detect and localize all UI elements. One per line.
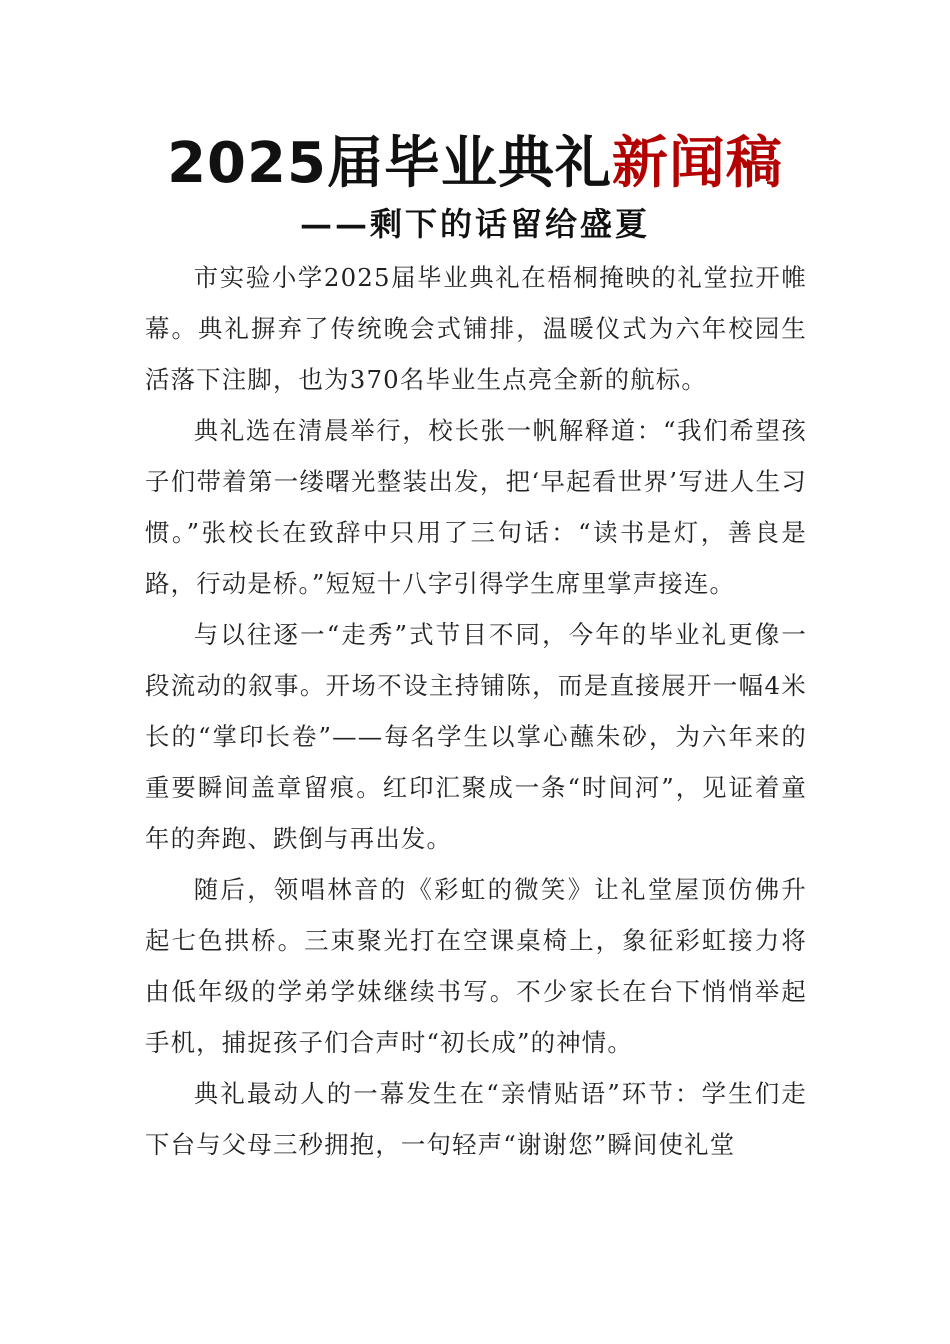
paragraph: 典礼最动人的一幕发生在“亲情贴语”环节：学生们走下台与父母三秒拥抱，一句轻声“谢谢您”瞬间使礼堂 (145, 1079, 807, 1159)
paragraph: 与以往逐一“走秀”式节目不同，今年的毕业礼更像一段流动的叙事。开场不设主持铺陈，而是直接展开一幅4米长的“掌印长卷”——每名学生以掌心蘸朱砂，为六年来的重要瞬间盖章留痕。红印汇聚成一条“时间河”，见证着童年的奔跑、跌倒与再出发。 (145, 620, 807, 853)
paragraph: 典礼选在清晨举行，校长张一帆解释道：“我们希望孩子们带着第一缕曙光整装出发，把‘早起看世界’写进人生习惯。”张校长在致辞中只用了三句话：“读书是灯，善良是路，行动是桥。”短短十八字引得学生席里掌声接连。 (145, 416, 807, 598)
paragraph: 市实验小学2025届毕业典礼在梧桐掩映的礼堂拉开帷幕。典礼摒弃了传统晚会式铺排，温暖仪式为六年校园生活落下注脚，也为370名毕业生点亮全新的航标。 (145, 263, 807, 394)
paragraph: 随后，领唱林音的《彩虹的微笑》让礼堂屋顶仿佛升起七色拱桥。三束聚光打在空课桌椅上，象征彩虹接力将由低年级的学弟学妹继续书写。不少家长在台下悄悄举起手机，捕捉孩子们合声时“初长成”的神情。 (145, 875, 807, 1057)
document-title (0, 128, 950, 200)
title-main-text: 2025届毕业典礼 (167, 131, 612, 196)
document-subtitle: ——剩下的话留给盛夏 (299, 205, 650, 243)
title-highlight-text: 新闻稿 (611, 131, 783, 196)
article-body (145, 252, 807, 1170)
